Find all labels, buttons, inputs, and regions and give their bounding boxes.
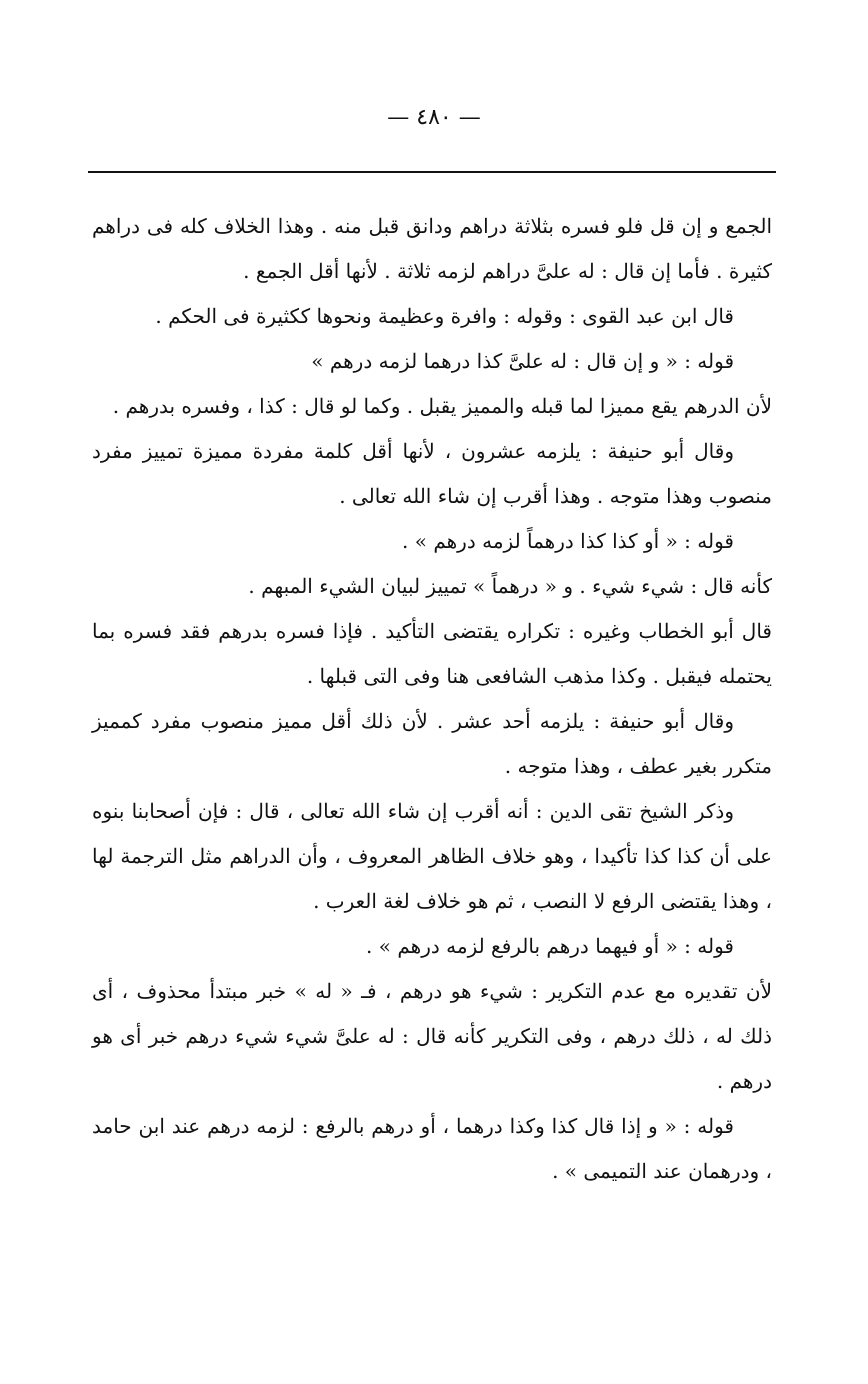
paragraph: وذكر الشيخ تقى الدين : أنه أقرب إن شاء الله تعالى ، قال : فإن أصحابنا بنوه على أن كذا كذا تأكيدا ، وهو خلاف الظاهر المعروف ، وأن الدراهم مثل الترجمة لها ، وهذا يقتضى الرفع لا النصب ، ثم هو خلاف لغة العرب . [92,799,772,913]
header-rule [88,171,776,173]
paragraph: قوله : « أو كذا كذا درهماً لزمه درهم » . [402,529,734,553]
paragraph: قوله : « أو فيهما درهم بالرفع لزمه درهم » . [366,934,734,958]
paragraph: كأنه قال : شيء شيء . و « درهماً » تمييز لبيان الشيء المبهم . [248,574,772,598]
paragraph: قال ابن عبد القوى : وقوله : وافرة وعظيمة ونحوها ككثيرة فى الحكم . [155,304,734,328]
paragraph: لأن الدرهم يقع مميزا لما قبله والمميز يقبل . وكما لو قال : كذا ، وفسره بدرهم . [112,394,772,418]
paragraph: وقال أبو حنيفة : يلزمه أحد عشر . لأن ذلك أقل مميز منصوب مفرد كمميز متكرر بغير عطف ، وهذا متوجه . [92,709,772,778]
paragraph: لأن تقديره مع عدم التكرير : شيء هو درهم ، فـ « له » خبر مبتدأ محذوف ، أى ذلك له ، ذلك درهم ، وفى التكرير كأنه قال : له علىَّ شيء شيء درهم خبر أى هو درهم . [92,979,773,1093]
paragraph: قوله : « و إن قال : له علىَّ كذا درهما لزمه درهم » [311,349,734,373]
page-number: — ٤٨٠ — [387,105,481,130]
paragraph: الجمع و إن قل فلو فسره بثلاثة دراهم ودانق قبل منه . وهذا الخلاف كله فى دراهم كثيرة . فأما إن قال : له علىَّ دراهم لزمه ثلاثة . لأنها أقل الجمع . [92,214,772,283]
page-body [92,204,772,1194]
paragraph: قوله : « و إذا قال كذا وكذا درهما ، أو درهم بالرفع : لزمه درهم عند ابن حامد ، ودرهمان عند التميمى » . [92,1114,772,1183]
paragraph: قال أبو الخطاب وغيره : تكراره يقتضى التأكيد . فإذا فسره بدرهم فقد فسره بما يحتمله فيقبل . وكذا مذهب الشافعى هنا وفى التى قبلها . [92,619,772,688]
paragraph: وقال أبو حنيفة : يلزمه عشرون ، لأنها أقل كلمة مفردة مميزة تمييز مفرد منصوب وهذا متوجه . وهذا أقرب إن شاء الله تعالى . [92,439,772,508]
